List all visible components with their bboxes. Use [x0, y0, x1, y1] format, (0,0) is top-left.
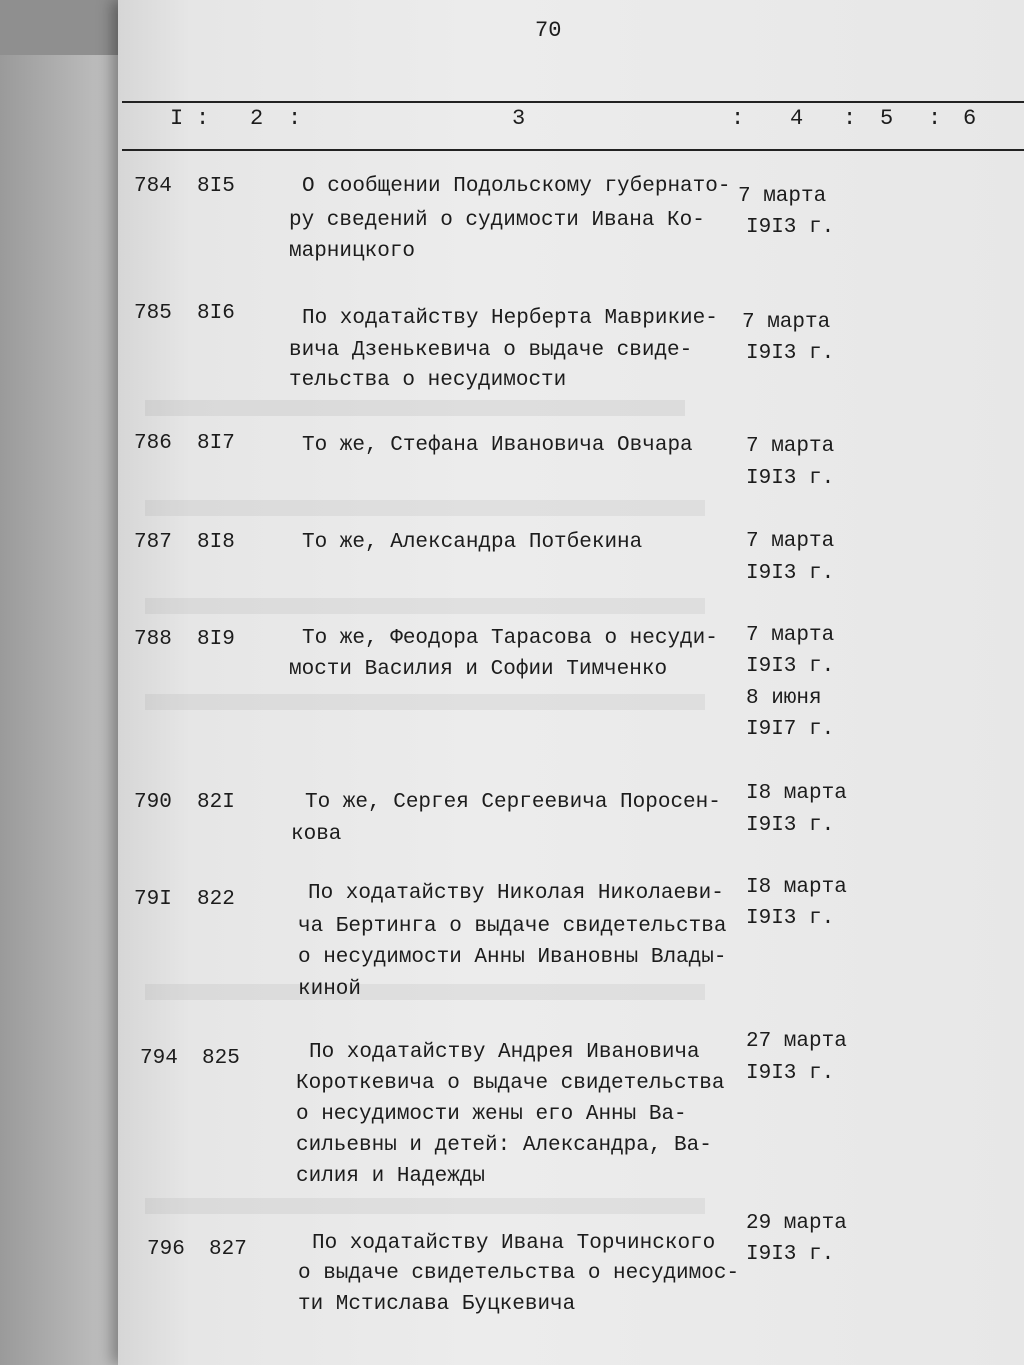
entry-old-number: 822 [197, 888, 235, 911]
entry-text-line: ти Мстислава Буцкевича [298, 1293, 576, 1316]
entry-date-line: 7 марта [746, 624, 835, 647]
entry-text-line: То же, Сергея Сергеевича Поросен- [305, 791, 721, 814]
entry-date-line: I9I3 г. [746, 216, 835, 239]
column-header-2: 2 [250, 106, 265, 131]
bleed-through-mark [145, 400, 685, 416]
entry-old-number: 8I7 [197, 432, 235, 455]
entry-old-number: 82I [197, 791, 235, 814]
column-header-separator: : [843, 106, 858, 131]
entry-old-number: 825 [202, 1047, 240, 1070]
entry-date-line: 7 марта [746, 435, 835, 458]
entry-date-line: 7 марта [738, 185, 827, 208]
entry-date-line: I9I3 г. [746, 814, 835, 837]
entry-text-line: ча Бертинга о выдаче свидетельства [298, 915, 727, 938]
column-header-separator: : [731, 106, 746, 131]
entry-text-line: марницкого [289, 240, 416, 263]
header-top-rule [122, 101, 1024, 103]
entry-number: 784 [134, 175, 172, 198]
entry-old-number: 8I8 [197, 531, 235, 554]
entry-text-line: тельства о несудимости [289, 369, 567, 392]
entry-date-line: I9I3 г. [746, 467, 835, 490]
bleed-through-mark [145, 500, 705, 516]
header-bottom-rule [122, 149, 1024, 151]
entry-date-line: I9I3 г. [746, 1062, 835, 1085]
column-header-3: 3 [512, 106, 527, 131]
entry-date-line: 29 марта [746, 1212, 847, 1235]
entry-text-line: вича Дзенькевича о выдаче свиде- [289, 339, 693, 362]
entry-number: 796 [147, 1238, 185, 1261]
entry-date-line: I9I3 г. [746, 342, 835, 365]
entry-date-line: I9I3 г. [746, 562, 835, 585]
entry-text-line: Короткевича о выдаче свидетельства [296, 1072, 725, 1095]
entry-text-line: То же, Александра Потбекина [302, 531, 643, 554]
entry-date-line: 27 марта [746, 1030, 847, 1053]
entry-number: 787 [134, 531, 172, 554]
entry-date-line: 8 июня [746, 687, 822, 710]
entry-number: 788 [134, 628, 172, 651]
entry-date-line: I8 марта [746, 782, 847, 805]
entry-text-line: киной [298, 978, 362, 1001]
column-header-1: I [170, 106, 185, 131]
entry-old-number: 8I5 [197, 175, 235, 198]
entry-date-line: 7 марта [742, 311, 831, 334]
bleed-through-mark [145, 1198, 705, 1214]
entry-old-number: 827 [209, 1238, 247, 1261]
entry-text-line: о выдаче свидетельства о несудимос- [298, 1262, 740, 1285]
entry-number: 79I [134, 888, 172, 911]
entry-text-line: По ходатайству Андрея Ивановича [309, 1041, 700, 1064]
entry-date-line: I8 марта [746, 876, 847, 899]
entry-date-line: I9I7 г. [746, 718, 835, 741]
bleed-through-mark [145, 598, 705, 614]
entry-text-line: силия и Надежды [296, 1165, 486, 1188]
entry-text-line: По ходатайству Нерберта Маврикие- [302, 307, 718, 330]
column-header-6: 6 [963, 106, 978, 131]
entry-text-line: О сообщении Подольскому губернато- [302, 175, 731, 198]
entry-text-line: По ходатайству Николая Николаеви- [308, 882, 724, 905]
entry-text-line: о несудимости Анны Ивановны Влады- [298, 946, 727, 969]
column-header-separator: : [288, 106, 303, 131]
bleed-through-mark [145, 694, 705, 710]
column-header-4: 4 [790, 106, 805, 131]
entry-text-line: То же, Феодора Тарасова о несуди- [302, 627, 718, 650]
bleed-through-mark [145, 984, 705, 1000]
column-header-separator: : [196, 106, 211, 131]
entry-number: 786 [134, 432, 172, 455]
entry-date-line: I9I3 г. [746, 1243, 835, 1266]
entry-text-line: сильевны и детей: Александра, Ва- [296, 1134, 712, 1157]
entry-text-line: ру сведений о судимости Ивана Ко- [289, 209, 705, 232]
entry-date-line: I9I3 г. [746, 907, 835, 930]
entry-number: 790 [134, 791, 172, 814]
entry-old-number: 8I9 [197, 628, 235, 651]
entry-text-line: о несудимости жены его Анны Ва- [296, 1103, 687, 1126]
entry-number: 794 [140, 1047, 178, 1070]
entry-old-number: 8I6 [197, 302, 235, 325]
column-header-5: 5 [880, 106, 895, 131]
entry-text-line: кова [291, 823, 342, 846]
entry-date-line: I9I3 г. [746, 655, 835, 678]
entry-number: 785 [134, 302, 172, 325]
entry-text-line: То же, Стефана Ивановича Овчара [302, 434, 693, 457]
entry-date-line: 7 марта [746, 530, 835, 553]
page-number: 70 [535, 18, 562, 43]
column-header-separator: : [928, 106, 943, 131]
entry-text-line: мости Василия и Софии Тимченко [289, 658, 668, 681]
entry-text-line: По ходатайству Ивана Торчинского [312, 1232, 716, 1255]
